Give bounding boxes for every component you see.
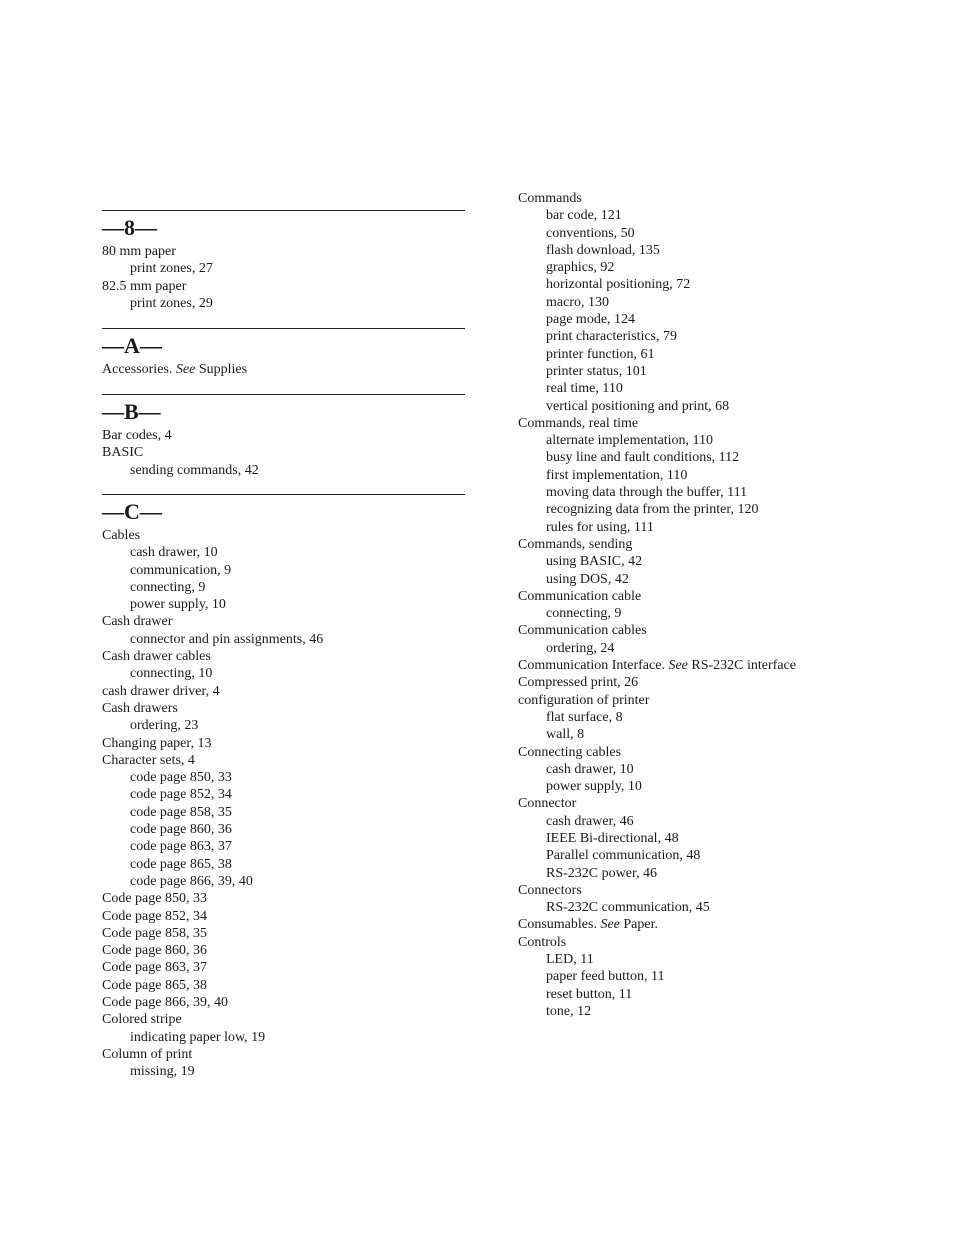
index-entry bbox=[518, 744, 848, 761]
index-subentry: flat surface, 8 bbox=[546, 709, 623, 725]
index-entry-term: Controls bbox=[518, 934, 567, 950]
index-entry bbox=[102, 683, 465, 700]
index-entry bbox=[102, 1046, 465, 1063]
see-reference: See bbox=[175, 362, 196, 377]
index-subentry: real time, 110 bbox=[546, 381, 623, 397]
index-subentry: code page 852, 34 bbox=[130, 787, 232, 803]
index-subentry: connecting, 10 bbox=[130, 666, 213, 682]
index-subentry: RS-232C communication, 45 bbox=[546, 900, 710, 916]
section-letter-heading: —A— bbox=[102, 333, 162, 358]
index-entry bbox=[102, 1011, 465, 1028]
index-entry-term: Accessories. bbox=[102, 362, 176, 377]
see-reference: See bbox=[668, 658, 688, 674]
index-entry bbox=[102, 959, 465, 976]
index-subentry: paper feed button, 11 bbox=[546, 969, 665, 985]
index-subentry: Parallel communication, 48 bbox=[546, 848, 701, 864]
index-entry bbox=[102, 977, 465, 994]
index-entry-term: Code page 865, 38 bbox=[102, 977, 207, 993]
index-entry-term: Cash drawer cables bbox=[102, 649, 211, 665]
index-subentry: graphics, 92 bbox=[546, 260, 615, 276]
index-entry bbox=[518, 692, 848, 709]
index-entry bbox=[102, 925, 465, 942]
index-subentry: power supply, 10 bbox=[546, 779, 642, 795]
index-entry bbox=[102, 700, 465, 717]
index-entry-term: Communication cable bbox=[518, 588, 642, 604]
index-subentry: code page 858, 35 bbox=[130, 804, 232, 820]
index-entry bbox=[102, 648, 465, 665]
see-target: Supplies bbox=[195, 362, 248, 377]
index-entry-term: 82.5 mm paper bbox=[102, 278, 187, 294]
index-entry bbox=[518, 882, 848, 899]
index-entry bbox=[102, 527, 465, 544]
index-subentry: alternate implementation, 110 bbox=[546, 433, 714, 449]
index-subentry: moving data through the buffer, 111 bbox=[546, 485, 748, 501]
index-subentry: page mode, 124 bbox=[546, 312, 636, 328]
index-subentry: rules for using, 111 bbox=[546, 519, 654, 535]
section-letter-heading: —8— bbox=[102, 215, 157, 240]
see-target: Paper. bbox=[619, 917, 658, 933]
index-subentry: tone, 12 bbox=[546, 1003, 592, 1019]
index-entry bbox=[518, 934, 848, 951]
index-entry-term: Cables bbox=[102, 528, 141, 543]
index-subentry: ordering, 23 bbox=[130, 718, 199, 734]
index-subentry: LED, 11 bbox=[546, 952, 594, 968]
index-entry bbox=[102, 613, 465, 630]
index-subentry: print zones, 29 bbox=[130, 295, 213, 311]
index-section bbox=[102, 494, 465, 1081]
section-rule bbox=[102, 328, 465, 329]
index-entry bbox=[102, 735, 465, 752]
index-entry-term: Colored stripe bbox=[102, 1012, 182, 1028]
index-entry bbox=[518, 657, 848, 674]
index-entry-term: Communication Interface. bbox=[518, 658, 669, 674]
index-entry bbox=[102, 278, 465, 295]
index-entry bbox=[518, 588, 848, 605]
section-rule bbox=[102, 394, 465, 395]
see-reference: See bbox=[600, 917, 620, 933]
index-subentry: IEEE Bi-directional, 48 bbox=[546, 830, 679, 846]
index-subentry: communication, 9 bbox=[130, 562, 232, 578]
index-entry-term: Compressed print, 26 bbox=[518, 675, 639, 691]
index-entry bbox=[102, 942, 465, 959]
index-subentry: vertical positioning and print, 68 bbox=[546, 398, 730, 414]
index-subentry: busy line and fault conditions, 112 bbox=[546, 450, 740, 466]
index-subentry: code page 850, 33 bbox=[130, 770, 232, 786]
index-entry bbox=[102, 361, 465, 378]
index-entry bbox=[102, 752, 465, 769]
index-entry-term: Commands, real time bbox=[518, 415, 639, 431]
index-entry-term: Character sets, 4 bbox=[102, 752, 195, 768]
index-subentry: recognizing data from the printer, 120 bbox=[546, 502, 759, 518]
index-entry bbox=[518, 916, 848, 933]
index-entry bbox=[518, 622, 848, 639]
index-subentry: using BASIC, 42 bbox=[546, 554, 643, 570]
index-subentry: horizontal positioning, 72 bbox=[546, 277, 691, 293]
index-entry-term: Code page 860, 36 bbox=[102, 943, 207, 959]
index-entry-term: 80 mm paper bbox=[102, 244, 176, 259]
index-entry-term: Code page 852, 34 bbox=[102, 908, 207, 924]
index-section bbox=[102, 210, 465, 312]
section-letter-heading: —B— bbox=[102, 399, 161, 424]
index-subentry: power supply, 10 bbox=[130, 597, 226, 613]
index-entry bbox=[518, 674, 848, 691]
index-entry-term: Connector bbox=[518, 796, 577, 812]
index-entry-term: Cash drawers bbox=[102, 700, 178, 716]
section-rule bbox=[102, 210, 465, 211]
index-subentry: conventions, 50 bbox=[546, 225, 635, 241]
index-entry bbox=[102, 243, 465, 260]
index-subentry: reset button, 11 bbox=[546, 986, 633, 1002]
index-entry-term: Bar codes, 4 bbox=[102, 428, 172, 443]
index-subentry: wall, 8 bbox=[546, 727, 585, 743]
index-subentry: connecting, 9 bbox=[546, 606, 622, 622]
index-subentry: cash drawer, 10 bbox=[546, 761, 634, 777]
index-subentry: ordering, 24 bbox=[546, 640, 615, 656]
index-entry-term: configuration of printer bbox=[518, 692, 650, 708]
index-entry-term: cash drawer driver, 4 bbox=[102, 683, 220, 699]
index-entry bbox=[518, 536, 848, 553]
index-subentry: cash drawer, 10 bbox=[130, 545, 218, 561]
index-entry-term: Consumables. bbox=[518, 917, 601, 933]
index-subentry: code page 866, 39, 40 bbox=[130, 873, 253, 889]
index-section bbox=[102, 328, 465, 378]
index-entry-term: Code page 863, 37 bbox=[102, 960, 207, 976]
index-subentry: connector and pin assignments, 46 bbox=[130, 631, 324, 647]
index-subentry: first implementation, 110 bbox=[546, 467, 688, 483]
index-entry-term: Changing paper, 13 bbox=[102, 735, 212, 751]
index-entry-term: Code page 866, 39, 40 bbox=[102, 995, 228, 1011]
index-entry-term: Code page 850, 33 bbox=[102, 891, 207, 907]
index-subentry: code page 860, 36 bbox=[130, 822, 232, 838]
index-entry-term: Code page 858, 35 bbox=[102, 925, 207, 941]
index-entry bbox=[518, 795, 848, 812]
index-subentry: print zones, 27 bbox=[130, 261, 213, 277]
see-target: RS-232C interface bbox=[687, 658, 796, 674]
index-entry-term: Commands bbox=[518, 191, 582, 206]
index-entry-term: BASIC bbox=[102, 445, 144, 461]
index-subentry: using DOS, 42 bbox=[546, 571, 629, 587]
index-subentry: code page 863, 37 bbox=[130, 839, 232, 855]
index-subentry: bar code, 121 bbox=[546, 208, 622, 224]
index-subentry: flash download, 135 bbox=[546, 242, 660, 258]
index-subentry: print characteristics, 79 bbox=[546, 329, 678, 345]
index-entry bbox=[518, 190, 848, 207]
index-subentry: missing, 19 bbox=[130, 1064, 195, 1080]
section-letter-heading: —C— bbox=[102, 499, 162, 524]
section-rule bbox=[102, 494, 465, 495]
index-subentry: sending commands, 42 bbox=[130, 462, 259, 478]
index-entry bbox=[102, 994, 465, 1011]
index-entry-term: Communication cables bbox=[518, 623, 647, 639]
index-subentry: indicating paper low, 19 bbox=[130, 1029, 266, 1045]
index-subentry: printer status, 101 bbox=[546, 363, 647, 379]
index-entry bbox=[102, 908, 465, 925]
index-subentry: RS-232C power, 46 bbox=[546, 865, 658, 881]
index-entry bbox=[102, 890, 465, 907]
index-entry-term: Column of print bbox=[102, 1046, 193, 1062]
index-entry-term: Connecting cables bbox=[518, 744, 622, 760]
index-entry bbox=[102, 427, 465, 444]
index-subentry: cash drawer, 46 bbox=[546, 813, 634, 829]
index-subentry: code page 865, 38 bbox=[130, 856, 232, 872]
index-column-right bbox=[518, 190, 848, 1020]
index-subentry: macro, 130 bbox=[546, 294, 609, 310]
index-entry bbox=[102, 444, 465, 461]
index-subentry: printer function, 61 bbox=[546, 346, 655, 362]
index-section bbox=[102, 394, 465, 479]
index-entry-term: Commands, sending bbox=[518, 536, 633, 552]
index-entry-term: Cash drawer bbox=[102, 614, 173, 630]
index-entry bbox=[518, 415, 848, 432]
index-subentry: connecting, 9 bbox=[130, 579, 206, 595]
index-entry-term: Connectors bbox=[518, 882, 582, 898]
